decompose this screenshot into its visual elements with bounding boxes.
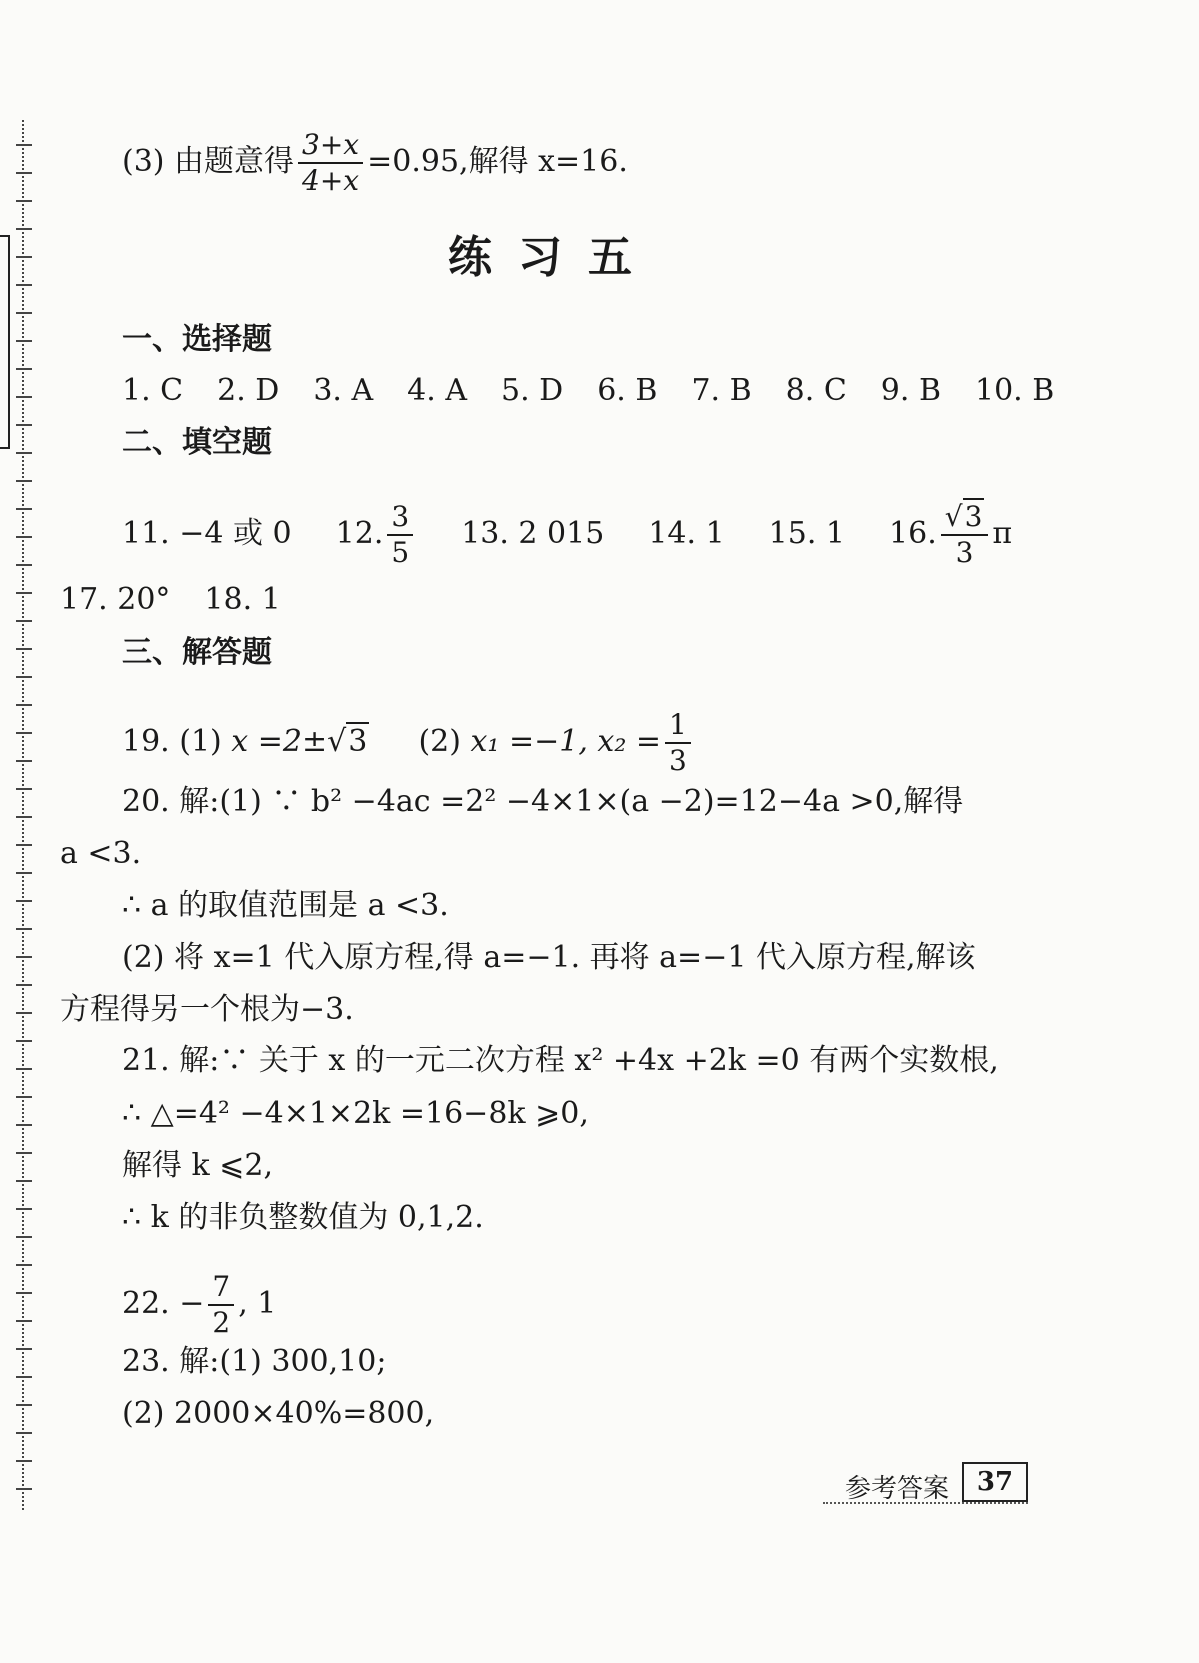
answer-item: 3. A bbox=[313, 373, 374, 408]
page-title: 练习五 bbox=[448, 232, 658, 283]
answer-item: 11. −4 或 0 bbox=[122, 516, 292, 551]
binding-tab bbox=[0, 235, 10, 449]
answer-item: 1. C bbox=[122, 373, 184, 408]
q21-line3: 解得 k ⩽2, bbox=[122, 1148, 274, 1183]
prev-answer-line bbox=[122, 128, 628, 198]
page-number: 37 bbox=[962, 1462, 1028, 1502]
q21-line2: ∴ △=4² −4×1×2k =16−8k ⩾0, bbox=[122, 1096, 589, 1131]
q20-line2: a <3. bbox=[60, 836, 142, 871]
answer-item: 14. 1 bbox=[648, 516, 725, 551]
prev-fraction bbox=[298, 128, 363, 198]
frac-den: 2 bbox=[212, 1306, 231, 1339]
frac-den: 3 bbox=[955, 536, 974, 569]
q20-line5: 方程得另一个根为−3. bbox=[60, 992, 354, 1027]
answer-item: 15. 1 bbox=[768, 516, 846, 551]
frac-den: 5 bbox=[391, 536, 410, 569]
prev-frac-den: 4+x bbox=[302, 164, 360, 197]
q20-line3: ∴ a 的取值范围是 a <3. bbox=[122, 888, 449, 923]
q23-line1: 23. 解:(1) 300,10; bbox=[122, 1344, 387, 1379]
sqrt: √3 bbox=[327, 724, 368, 759]
section-heading-fill: 二、填空题 bbox=[122, 425, 272, 460]
section-heading-choice: 一、选择题 bbox=[122, 322, 272, 357]
q19-part1: x =2± bbox=[231, 724, 328, 759]
choice-answers bbox=[122, 373, 1054, 409]
q20-line1: 20. 解:(1) ∵ b² −4ac =2² −4×1×(a −2)=12−4a >0,解得 bbox=[122, 784, 964, 819]
frac-num: 3 bbox=[387, 500, 413, 536]
answer-label: 16. bbox=[889, 516, 937, 551]
answer-item: 7. B bbox=[691, 373, 752, 408]
answer-item: 10. B bbox=[975, 373, 1055, 408]
q19-x2: x₂ = bbox=[597, 724, 662, 759]
answer-item: 6. B bbox=[597, 373, 658, 408]
answer-item: 17. 20° bbox=[60, 582, 171, 617]
sqrt: √3 bbox=[944, 500, 983, 533]
q19-x1: x₁ =−1, bbox=[470, 724, 588, 759]
section-heading-solve: 三、解答题 bbox=[122, 635, 272, 670]
q22-fraction bbox=[208, 1270, 234, 1340]
prev-suffix: =0.95,解得 x=16. bbox=[367, 144, 628, 179]
q16-fraction bbox=[941, 500, 989, 570]
footer-dotted-rule bbox=[823, 1502, 1028, 1504]
q19-label: 19. (1) bbox=[122, 724, 222, 759]
frac-num: 7 bbox=[208, 1270, 234, 1306]
answer-item: 8. C bbox=[785, 373, 847, 408]
frac-den: 3 bbox=[669, 744, 687, 777]
frac-num: 1 bbox=[665, 708, 691, 744]
footer-label: 参考答案 bbox=[845, 1474, 950, 1504]
q22-label: 22. − bbox=[122, 1286, 205, 1321]
answer-item: 18. 1 bbox=[204, 582, 281, 617]
q23-line2: (2) 2000×40%=800, bbox=[122, 1396, 435, 1431]
q19-line bbox=[122, 708, 695, 778]
q19-fraction bbox=[665, 708, 691, 778]
frac-num bbox=[941, 500, 989, 536]
binding-margin bbox=[22, 120, 40, 1510]
q20-line4: (2) 将 x=1 代入原方程,得 a=−1. 再将 a=−1 代入原方程,解该 bbox=[122, 940, 976, 975]
answer-item: 5. D bbox=[501, 373, 564, 408]
fill-answers-row1 bbox=[122, 500, 1012, 570]
fill-answers-row2 bbox=[60, 582, 281, 618]
answer-label: 12. bbox=[335, 516, 384, 551]
q21-line4: ∴ k 的非负整数值为 0,1,2. bbox=[122, 1200, 484, 1235]
prev-prefix: (3) 由题意得 bbox=[122, 144, 295, 179]
answer-item: 13. 2 015 bbox=[461, 516, 605, 551]
q12-fraction bbox=[387, 500, 413, 570]
prev-frac-num: 3+x bbox=[298, 128, 363, 164]
answer-item: 9. B bbox=[880, 373, 941, 408]
q19-part2-label: (2) bbox=[418, 724, 461, 759]
answer-item: 4. A bbox=[407, 373, 467, 408]
radicand: 3 bbox=[348, 724, 368, 759]
radicand: 3 bbox=[964, 500, 983, 533]
pi-symbol: π bbox=[992, 516, 1013, 551]
q22-suffix: , 1 bbox=[238, 1286, 277, 1321]
answer-item: 2. D bbox=[217, 373, 280, 408]
q22-line bbox=[122, 1270, 276, 1340]
q21-line1: 21. 解:∵ 关于 x 的一元二次方程 x² +4x +2k =0 有两个实数根, bbox=[122, 1043, 999, 1078]
